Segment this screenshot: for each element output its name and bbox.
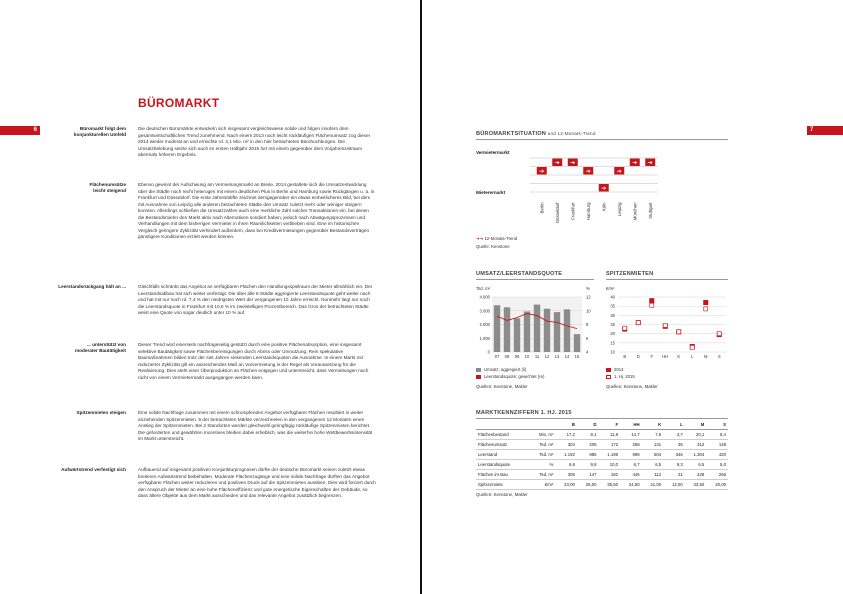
mieten-legend-1	[606, 367, 624, 372]
table-header-cell: K	[642, 420, 664, 430]
umsatz-left-tick: 0	[487, 349, 490, 355]
table-header-cell: L	[663, 420, 685, 430]
marker-2015-swatch	[606, 375, 611, 379]
page-number-left: 6	[0, 126, 40, 135]
mieten-y-tick: 10	[610, 349, 615, 355]
table-cell: 205	[577, 440, 599, 450]
city-label: Düsseldorf	[554, 202, 560, 224]
side-heading-3: Leerstandsrückgang hält an ...	[58, 284, 126, 289]
table-cell: 504	[642, 450, 664, 460]
side-heading-6: Aufwärtstrend verfestigt sich	[61, 467, 126, 472]
umsatz-x-tick: 10	[524, 354, 530, 359]
paragraph-2: Ebenso gewinnt der Aufschwung am Vermietungsmarkt an Breite. 2014 gestaltete sich die Umsatzentwicklung über die Städte noch recht heterogen mit einem deutlichen Plus in Berlin und Hamburg sowie Rückgängen u. a. in Frankfurt und Düsseldorf. Die erste Jahreshälfte zeichnet demgegenüber ein etwas einheitlicheres Bild, bei dem mit Ausnahme von Leipzig alle anderen betrachteten Städte den Umsatz zuletzt mehr oder weniger steigern konnten. Allerdings schließen die Umsatzzahlen auch eine merkliche Zahl solcher Transaktionen ein, bei denen die Bestandsmieter den Markt aktiv nach Alternativen sondiert haben, jedoch nach Abwägungsprozessen und Verhandlungen mit dem bisherigen Vermieter in ihren Räumlichkeiten verblieben sind. Eine im historischen Vergleich geringere Zyklizität verhindert außerdem, dass bei Kreditvermietungen gegenüber Bestandsverträgen günstigere Konditionen erzielt werden können.	[138, 182, 375, 240]
mieten-legend-1-label: 2014	[614, 367, 624, 372]
table-cell: 1.195	[599, 450, 621, 460]
table-cell: 20,1	[685, 430, 707, 440]
paragraph-4: Dieser Trend wird einerseits nachfrageseitig gestützt durch eine positive Flächenabsorption, eine insgesamt selektive Bautätigkeit sowie Flächenbereinigungen durch Abriss oder Umnutzung. Rein spekulative Baumaßnahmen bilden trotz der seit Jahren sinkenden Leerstandsquoten die Ausnahme. In einem Markt mit reduzierter Zyklizität gilt ein ausreichendes Maß an Vorvermietung in der Regel als Voraussetzung für die Realisierung. Dies steht einer Überproduktion an Flächen entgegen und unterstreicht, dass Vermietungen noch nicht von einem Vermietermarkt ausgegangen werden kann.	[138, 342, 369, 380]
city-label: München	[632, 202, 638, 221]
table-cell: 1.304	[685, 450, 707, 460]
table-cell: 428	[685, 470, 707, 480]
mieten-x-tick: M	[704, 354, 708, 359]
table-cell: 985	[577, 450, 599, 460]
mieten-2014-marker	[649, 298, 654, 303]
situation-subtitle: und 12-Monats-Trend	[547, 131, 596, 136]
table-cell: %	[529, 460, 556, 470]
trend-arrow-icon: ➔	[632, 159, 638, 167]
table-cell: 445	[620, 470, 642, 480]
city-label: Leipzig	[616, 202, 622, 217]
umsatz-left-tick: 3.000	[479, 308, 490, 314]
table-cell: 9,3	[663, 460, 685, 470]
table-cell: 26,00	[577, 480, 599, 490]
table-header-cell: HH	[620, 420, 642, 430]
table-cell: 11,9	[599, 430, 621, 440]
kennziffern-source: Quellen: Kenstone, Makler	[476, 492, 528, 497]
umsatz-left-tick: 4.000	[479, 294, 490, 300]
mieten-y-tick: 40	[610, 294, 615, 300]
mieten-y-tick: 35	[610, 303, 615, 309]
kennziffern-title: MARKTKENNZIFFERN 1. HJ. 2015	[476, 410, 728, 419]
table-cell: Mio. m²	[529, 430, 556, 440]
situation-source: Quelle: Kenstone	[476, 244, 510, 249]
table-cell: 420	[706, 450, 728, 460]
umsatz-right-tick: 10	[586, 308, 591, 314]
umsatz-x-tick: 08	[504, 354, 510, 359]
umsatz-left-tick: 1.000	[479, 335, 490, 341]
situation-title: BÜROMARKTSITUATION	[476, 131, 546, 137]
landlord-market-label: Vermietermarkt	[476, 150, 510, 155]
mieten-legend-2-label: 1. Hj. 2015	[614, 374, 635, 379]
mieten-title: SPITZENMIETEN	[606, 271, 728, 280]
table-cell: 998	[620, 450, 642, 460]
mieten-x-tick: S	[717, 354, 721, 359]
marker-2014-swatch	[606, 368, 611, 372]
mieten-y-tick: 15	[610, 340, 615, 346]
table-header-cell: D	[577, 420, 599, 430]
table-cell: 35	[663, 440, 685, 450]
table-cell: 266	[706, 470, 728, 480]
umsatz-right-tick: 12	[586, 294, 591, 300]
mieten-x-tick: F	[650, 354, 654, 359]
umsatz-right-unit: %	[586, 286, 590, 291]
table-cell: 6,9	[555, 460, 577, 470]
table-cell: 131	[642, 440, 664, 450]
mieten-x-tick: B	[623, 354, 627, 359]
umsatz-left-tick: 2.000	[479, 322, 490, 327]
umsatz-legend-2-label: Leerstandsquote; gewichtet (re)	[484, 374, 545, 379]
table-cell: 21,00	[642, 480, 664, 490]
mieten-2014-marker	[703, 300, 708, 305]
trend-arrow-icon: ➔	[539, 167, 545, 175]
city-label: Köln	[601, 202, 607, 212]
mieten-legend-2	[606, 374, 635, 379]
table-cell: Flächen im Bau	[476, 470, 529, 480]
city-label: Hamburg	[585, 202, 591, 221]
table-cell: 9,1	[577, 430, 599, 440]
umsatz-x-tick: 09	[514, 354, 520, 359]
kennziffern-table	[476, 420, 728, 490]
table-row	[476, 440, 728, 450]
mieten-y-tick: 25	[610, 322, 615, 327]
tenant-market-label: Mieterernarkt	[476, 190, 506, 195]
table-cell: 172	[599, 440, 621, 450]
mieten-2015-marker	[663, 323, 667, 327]
mieten-2015-marker	[636, 321, 640, 325]
table-cell: 5,0	[706, 460, 728, 470]
table-cell: 258	[620, 440, 642, 450]
paragraph-3: Gleichfalls schränkt das Angebot an verfügbaren Flächen den Handlungsspielraum der Mieter allmählich ein. Der Leerstandsabbau hat sich weiter verfestigt. Die über alle 8 Städte aggregierte Leerstandsquote geht weiter nach und hat mit nur noch rd. 7,4 % den niedrigsten Wert der vergangenen 10 Jahre erreicht. Nunmehr liegt nur noch die Leerstandsquote in Frankfurt mit 10,0 % im zweistelligen Prozentbereich. Das Gros der betrachteten Städte weist eine Quote von sogar deutlich unter 10 % auf.	[138, 284, 373, 316]
table-cell: 8,4	[706, 430, 728, 440]
mieten-2015-marker	[690, 345, 694, 349]
umsatz-x-tick: 13	[554, 354, 560, 359]
mieten-y-tick: 20	[610, 331, 615, 337]
umsatz-right-tick: 6	[586, 335, 589, 341]
table-cell: 182	[599, 470, 621, 480]
table-cell: 35,50	[599, 480, 621, 490]
table-row	[476, 480, 728, 490]
table-cell: 148	[706, 440, 728, 450]
trend-arrow-icon: ➔➔	[476, 236, 484, 241]
page-number-right: 7	[807, 126, 843, 135]
table-cell: 7,6	[642, 430, 664, 440]
table-cell: Leerstand	[476, 450, 529, 460]
table-cell: 31	[663, 470, 685, 480]
table-row	[476, 470, 728, 480]
trend-arrow-icon: ➔	[601, 184, 607, 192]
mieten-y-tick: 30	[610, 312, 615, 318]
mieten-x-tick: L	[691, 354, 694, 359]
mieten-2015-marker	[717, 332, 721, 336]
table-cell: 14,7	[620, 430, 642, 440]
table-header-cell	[529, 420, 556, 430]
mieten-2015-marker	[704, 307, 708, 311]
table-cell: Flächenbestand	[476, 430, 529, 440]
umsatz-x-tick: 11	[534, 354, 540, 359]
table-row	[476, 430, 728, 440]
side-heading-1: Büromarkt folgt dem konjunkturellen Umfeld	[73, 126, 126, 138]
side-heading-2: Flächenumsätze leicht steigend	[89, 182, 126, 194]
table-cell: 6,5	[642, 460, 664, 470]
table-cell: 23,00	[555, 480, 577, 490]
table-cell: 346	[663, 450, 685, 460]
trend-arrow-icon: ➔	[585, 167, 591, 175]
umsatz-right-tick: 8	[586, 322, 589, 327]
side-heading-5: Spitzenmieten steigen	[76, 410, 126, 415]
umsatz-right-tick: 4	[586, 349, 589, 355]
mieten-2015-marker	[677, 330, 681, 334]
table-row	[476, 450, 728, 460]
table-row	[476, 460, 728, 470]
table-cell: Tsd. m²	[529, 470, 556, 480]
mieten-unit: €/m²	[606, 286, 615, 291]
table-cell: 24,50	[620, 480, 642, 490]
table-cell: 9,8	[577, 460, 599, 470]
table-cell: Tsd. m²	[529, 450, 556, 460]
mieten-x-tick: K	[677, 354, 681, 359]
mieten-2015-marker	[623, 326, 627, 330]
paragraph-6: Aufbauend auf insgesamt positiven Konjunkturprognosen dürfte der deutsche Büromarkt seinen zuletzt etwas breiteren Aufwärtstrend beibehalten. Moderate Flächenzugänge und eine solide Nachfrage dürften das Angebot verfügbarer Flächen weiter reduzieren und positiven Druck auf die Spitzenmieten ausüben. Dies wird forciert durch den Anspruch der Mieter an eine hohe Flächeneffizienz und gute energetische Eigenschaften der Gebäude, so dass ältere Objekte aus dem Markt ausscheiden und das relevante Angebot zusätzlich begrenzen.	[138, 467, 376, 499]
table-cell: 6,7	[620, 460, 642, 470]
umsatz-x-tick: 12	[544, 354, 550, 359]
table-cell: 1.192	[555, 450, 577, 460]
table-cell: 147	[577, 470, 599, 480]
umsatz-x-tick: 07	[494, 354, 500, 359]
table-cell: Tsd. m²	[529, 440, 556, 450]
mieten-2015-marker	[650, 303, 654, 307]
city-label: Stuttgart	[647, 202, 653, 219]
table-cell: Leerstandsquote	[476, 460, 529, 470]
table-cell: Flächenumsatz	[476, 440, 529, 450]
table-cell: 10,0	[599, 460, 621, 470]
paragraph-1: Die deutschen Büromärkte entwickeln sich insgesamt vergleichsweise solide und folgen insofern dem gesamtwirtschaftlichen Trend zunehmend. Nach einem 2013 noch leicht rückläufigen Flächenumsatz zog dieser 2014 wieder moderat an und erreichte rd. 3,1 Mio. m² in den hier betrachteten Bürohochburgen. Die Umsatzbelebung setzte sich auch im ersten Halbjahr 2015 fort mit einem gegenüber dem Vorjahreszeitraum abermals höheren Ergebnis.	[138, 126, 371, 158]
table-cell: 305	[555, 470, 577, 480]
mieten-source: Quellen: Kenstone, Makler	[606, 384, 658, 389]
trend-arrow-icon: ➔	[647, 159, 653, 167]
table-header-cell: S	[706, 420, 728, 430]
table-header-cell: F	[599, 420, 621, 430]
table-cell: 12,50	[663, 480, 685, 490]
table-cell: 112	[642, 470, 664, 480]
table-cell: €/m²	[529, 480, 556, 490]
table-header-cell	[476, 420, 529, 430]
umsatz-x-tick: 14	[564, 354, 570, 359]
table-header-cell: M	[685, 420, 707, 430]
trend-arrow-icon: ➔	[570, 159, 576, 167]
paragraph-5: Eine solide Nachfrage zusammen mit einem schrumpfenden Angebot verfügbarer Flächen resultiert in weiter anziehenden Spitzenmieten. 5 der betrachteten Märkte verzeichneten in den vergangenen 12 Monaten einen Anstieg der Spitzenmieten. Bei 2 Standorten werden gleichwohl geringfügig rückläufige Spitzenmieten berichtet. Die geforderten und gewährten Incentives bleiben dabei erheblich, was die weiterhin hohe Wettbewerbsintensität im Markt unterstreicht.	[138, 410, 373, 442]
trend-arrow-icon: ➔	[554, 159, 560, 167]
trend-arrow-icon: ➔	[616, 167, 622, 175]
table-cell: 6,5	[685, 460, 707, 470]
table-cell: 3,7	[663, 430, 685, 440]
table-cell: 17,2	[555, 430, 577, 440]
umsatz-source: Quellen: Kenstone, Makler	[476, 384, 528, 389]
table-cell: 304	[555, 440, 577, 450]
umsatz-left-unit: Tsd. m²	[476, 286, 491, 291]
umsatz-x-tick: 15	[574, 354, 580, 359]
umsatz-title: UMSATZ/LEERSTANDSQUOTE	[476, 271, 594, 280]
table-cell: Spitzenmiete	[476, 480, 529, 490]
umsatz-legend-1-label: Umsatz; aggregiert (li)	[484, 367, 527, 372]
page-title: BÜROMARKT	[138, 96, 220, 110]
situation-legend-label: 12-Monats-Trend	[484, 236, 518, 241]
table-cell: 33,50	[685, 480, 707, 490]
table-cell: 20,00	[706, 480, 728, 490]
mieten-x-tick: D	[636, 354, 640, 359]
table-cell: 312	[685, 440, 707, 450]
city-label: Frankfurt	[570, 202, 576, 220]
table-header-cell: B	[555, 420, 577, 430]
city-label: Berlin	[539, 202, 545, 214]
kennziffern-header	[476, 410, 728, 419]
side-heading-4: ... unterstützt von moderater Bautätigkeit	[74, 342, 126, 354]
mieten-x-tick: HH	[662, 354, 669, 359]
